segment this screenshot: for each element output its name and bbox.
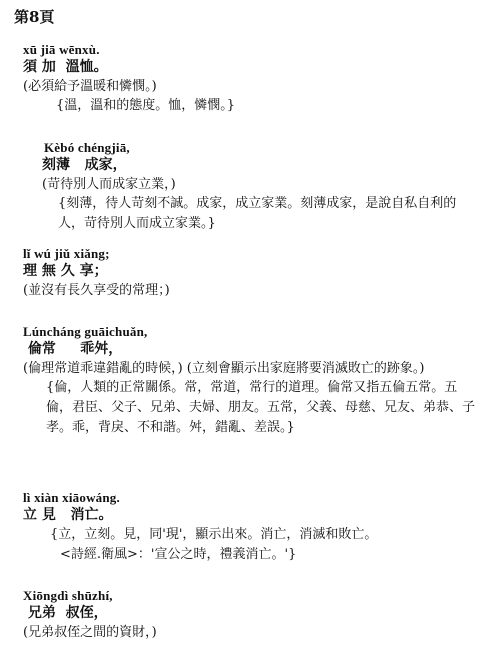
translation-line: (必須給予溫暖和憐憫。)	[23, 79, 157, 94]
translation-line: (兄弟叔侄之間的資財，)	[23, 625, 157, 640]
entry-3	[0, 246, 500, 300]
annotation-quote: <詩經.衛風>：'宣公之時，禮義消亡。'}	[60, 547, 297, 562]
entry-5	[0, 490, 500, 565]
entry-6	[0, 588, 500, 642]
page-number: 第8頁	[14, 8, 55, 26]
annotation-note: {倫，人類的正常關係。常，常道，常行的道理。倫常又指五倫五常。五倫，君臣、父子、兄弟、夫婦、朋友。五常，父義、母慈、兄友、弟恭、子孝。乖，背戾、不和諧。舛，錯亂、差誤。}	[46, 380, 476, 435]
entry-4	[0, 324, 500, 438]
hanzi-line: 理 無 久 享；	[23, 263, 108, 279]
hanzi-line: 須 加 溫恤。	[23, 59, 108, 75]
translation-line: (苛待別人而成家立業，)	[42, 177, 176, 192]
pinyin-line: Kèbó chéngjiā,	[44, 140, 130, 155]
annotation-note: {溫，溫和的態度。恤，憐憫。}	[56, 98, 236, 113]
hanzi-line: 倫常 乖舛，	[23, 341, 123, 357]
pinyin-line: Xiōngdì shūzhí,	[23, 588, 113, 603]
hanzi-line: 立 見 消亡。	[23, 507, 113, 523]
entry-1	[0, 42, 500, 116]
pinyin-line: xū jiā wēnxù.	[23, 42, 100, 57]
annotation-note: {立，立刻。見，同'現'，顯示出來。消亡，消滅和敗亡。	[50, 527, 378, 542]
pinyin-line: lǐ wú jiǔ xiǎng;	[23, 246, 110, 261]
pinyin-line: Lúncháng guāichuǎn,	[23, 324, 148, 339]
translation-line: (倫理常道乖違錯亂的時候，) (立刻會顯示出家庭將要消滅敗亡的跡象。)	[23, 361, 425, 376]
entry-2	[0, 140, 500, 234]
translation-line: (並沒有長久享受的常理；)	[23, 283, 170, 298]
hanzi-line: 刻薄 成家，	[42, 157, 127, 173]
hanzi-line: 兄弟 叔侄，	[23, 605, 108, 621]
annotation-note: {刻薄，待人苛刻不誠。成家，成立家業。刻薄成家，是說自私自利的人，苛待別人而成立家業。}	[58, 196, 457, 231]
pinyin-line: lì xiàn xiāowáng.	[23, 490, 120, 505]
